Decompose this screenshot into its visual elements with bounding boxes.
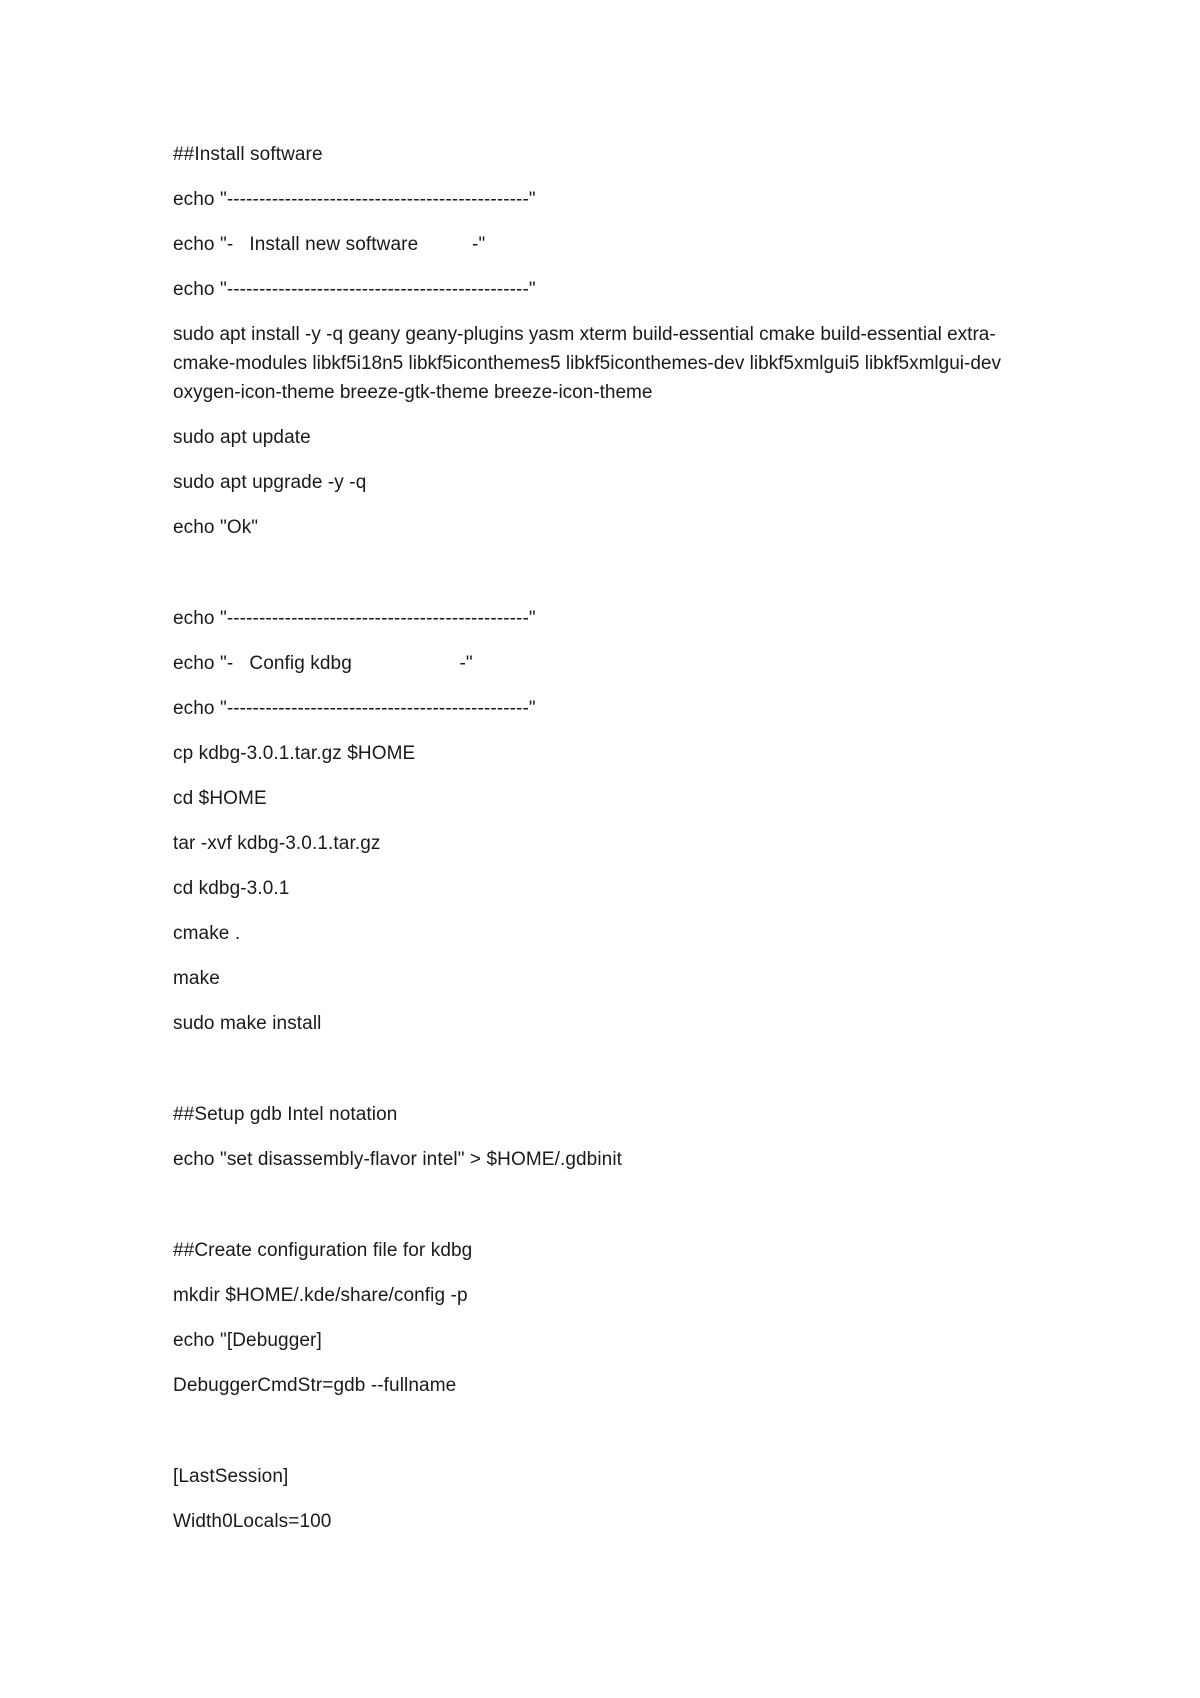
script-line: echo "- Install new software -" [173,234,486,255]
heading-setup-gdb: ##Setup gdb Intel notation [173,1104,398,1125]
script-line: tar -xvf kdbg-3.0.1.tar.gz [173,833,381,854]
script-line: sudo apt update [173,427,311,448]
script-line: cd kdbg-3.0.1 [173,878,290,899]
apt-install-command: sudo apt install -y -q geany geany-plugins yasm xterm build-essential cmake build-essential extra-cmake-modules libkf5i18n5 libkf5iconthemes5 libkf5iconthemes-dev libkf5xmlgui5 libkf5xmlgui-dev oxygen-icon-theme breeze-gtk-theme breeze-icon-theme [173,324,1001,403]
script-line: echo "-----------------------------------------------" [173,279,536,300]
script-line: Width0Locals=100 [173,1511,332,1532]
script-line: echo "[Debugger] [173,1330,322,1351]
script-line: echo "-----------------------------------------------" [173,608,536,629]
script-line: cd $HOME [173,788,267,809]
heading-install-software: ##Install software [173,144,323,165]
script-line: echo "- Config kdbg -" [173,653,473,674]
script-line: echo "-----------------------------------------------" [173,189,536,210]
script-text [173,140,1033,1536]
script-line: make [173,968,220,989]
script-line: DebuggerCmdStr=gdb --fullname [173,1375,457,1396]
script-line: echo "-----------------------------------------------" [173,698,536,719]
script-line: cmake . [173,923,241,944]
script-line: mkdir $HOME/.kde/share/config -p [173,1285,468,1306]
script-line: sudo make install [173,1013,322,1034]
script-line: echo "set disassembly-flavor intel" > $HOME/.gdbinit [173,1149,623,1170]
heading-create-config: ##Create configuration file for kdbg [173,1240,473,1261]
script-line: cp kdbg-3.0.1.tar.gz $HOME [173,743,416,764]
script-line: echo "Ok" [173,517,259,538]
script-line: sudo apt upgrade -y -q [173,472,367,493]
script-line: [LastSession] [173,1466,289,1487]
